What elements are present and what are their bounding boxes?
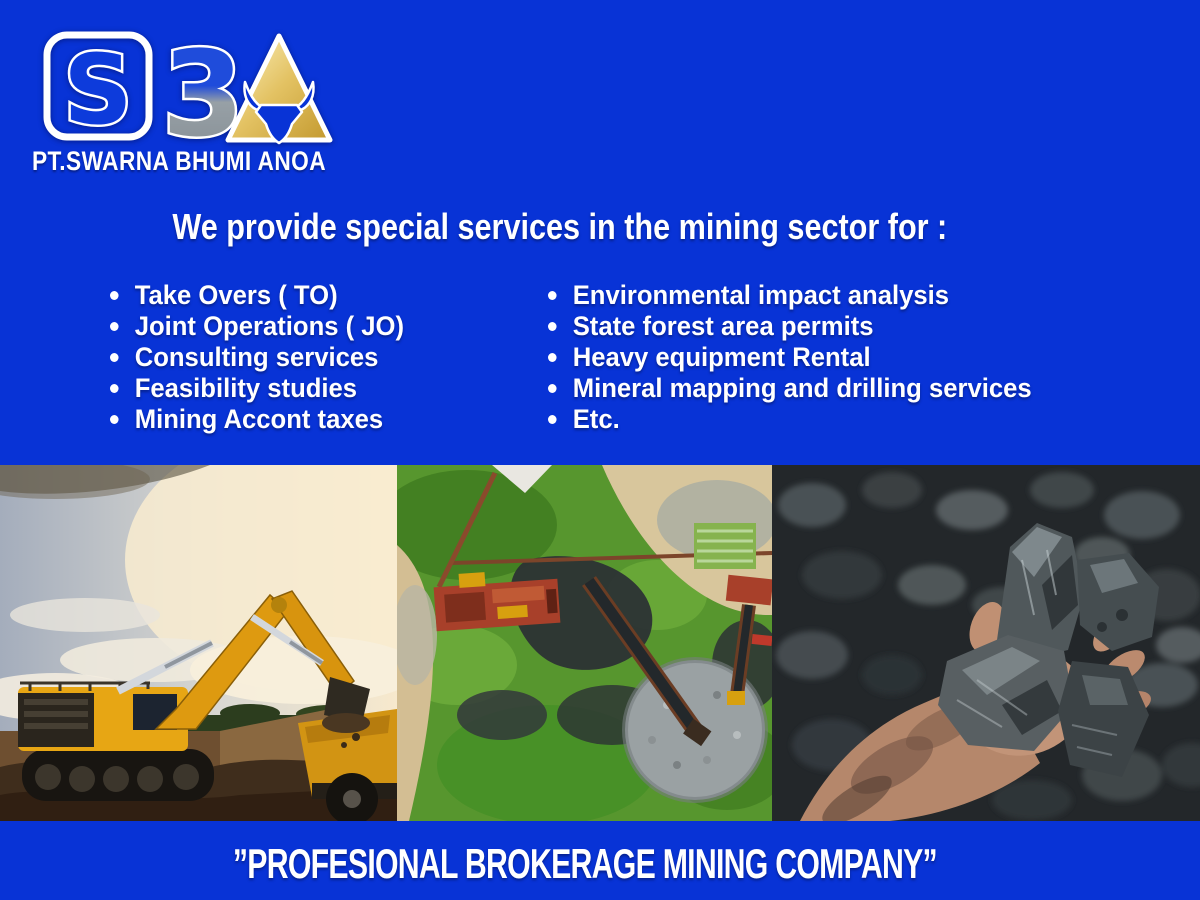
- service-item: Heavy equipment Rental: [548, 342, 1032, 373]
- service-item: Etc.: [548, 404, 1032, 435]
- logo-letter-s: S: [63, 34, 133, 146]
- service-item: Mining Accont taxes: [110, 404, 404, 435]
- service-item: Mineral mapping and drilling services: [548, 373, 1032, 404]
- bullet-icon: [548, 291, 557, 300]
- bullet-icon: [548, 384, 557, 393]
- bullet-icon: [110, 353, 119, 362]
- service-item: Consulting services: [110, 342, 404, 373]
- service-item: Joint Operations ( JO): [110, 311, 404, 342]
- bullet-icon: [548, 353, 557, 362]
- bullet-icon: [548, 415, 557, 424]
- photo-strip: [0, 465, 1200, 821]
- page-title-text: We provide special services in the mining sector for :: [172, 206, 948, 247]
- bullet-icon: [110, 384, 119, 393]
- company-name: PT.SWARNA BHUMI ANOA: [32, 146, 326, 176]
- footer-tagline-text: ”PROFESIONAL BROKERAGE MINING COMPANY”: [232, 840, 938, 887]
- services-list-left: [110, 280, 404, 435]
- service-item: Take Overs ( TO): [110, 280, 404, 311]
- service-item: Environmental impact analysis: [548, 280, 1032, 311]
- service-item: State forest area permits: [548, 311, 1032, 342]
- footer-tagline: [0, 840, 1170, 888]
- bullet-icon: [110, 415, 119, 424]
- bullet-icon: [110, 322, 119, 331]
- aerial-mine-photo: [397, 465, 772, 821]
- brand-block: [32, 28, 335, 176]
- coal-hand-photo: [772, 465, 1200, 821]
- service-item: Feasibility studies: [110, 373, 404, 404]
- bullet-icon: [110, 291, 119, 300]
- services-list-right: [548, 280, 1032, 435]
- company-logo: [40, 28, 335, 146]
- excavator-photo: [0, 465, 397, 821]
- page-title: [0, 206, 1120, 248]
- logo-letter-b: 3: [161, 28, 245, 146]
- bullet-icon: [548, 322, 557, 331]
